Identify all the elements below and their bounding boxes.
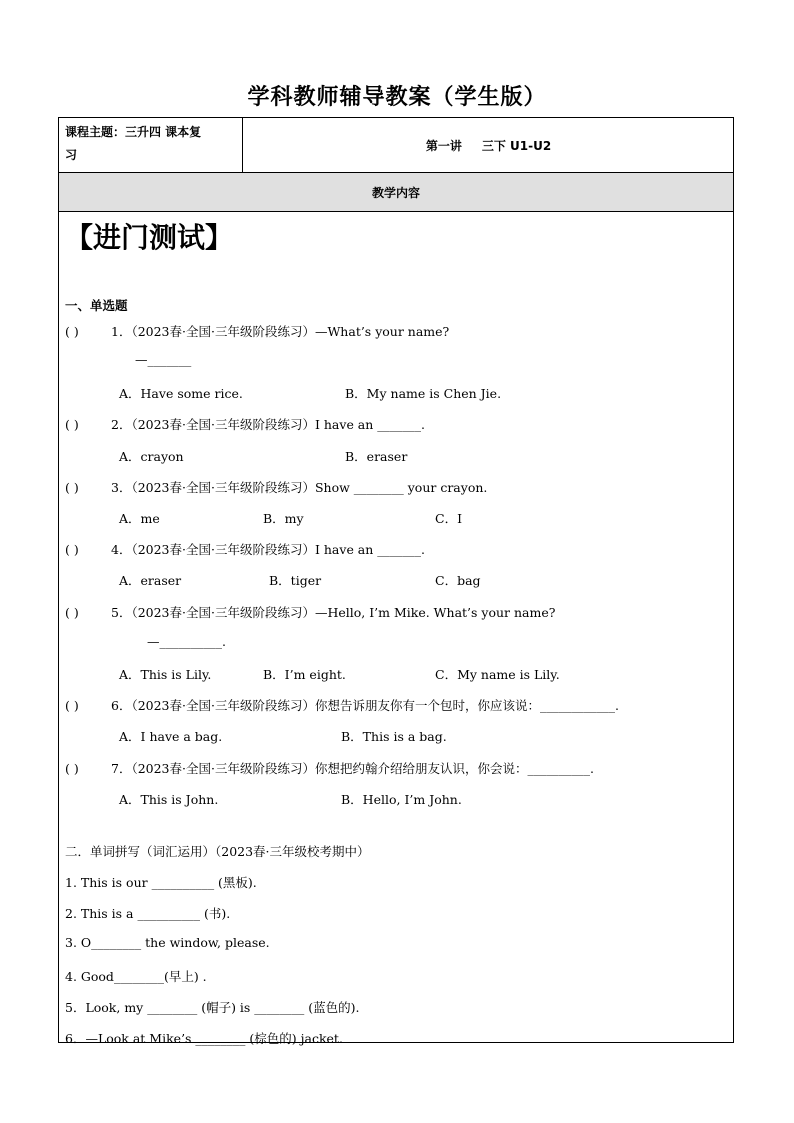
lecture-cell <box>244 118 733 172</box>
question-3 <box>65 478 487 496</box>
spelling-item: 1. This is our __________ (黑板). <box>65 875 257 890</box>
spelling-item: 2. This is a __________ (书). <box>65 906 231 921</box>
spelling-item: 4. Good________(早上) . <box>65 969 207 984</box>
option: B．eraser <box>345 449 408 464</box>
option: B．I’m eight. <box>263 667 346 682</box>
option: C．I <box>435 511 463 526</box>
answer-paren: ( ) <box>65 761 79 776</box>
spelling-item: 6．—Look at Mike’s ________ (棕色的) jacket. <box>65 1031 343 1046</box>
spelling-item: 5．Look, my ________ (帽子) is ________ (蓝色的). <box>65 1000 360 1015</box>
option: A．I have a bag. <box>119 729 223 744</box>
question-1 <box>65 322 449 340</box>
option: B．Hello, I’m John. <box>341 792 462 807</box>
content-label-row: 教学内容 <box>59 173 733 212</box>
spelling-item: 3. O________ the window, please. <box>65 935 270 950</box>
question-4 <box>65 540 425 558</box>
option: C．My name is Lily. <box>435 667 560 682</box>
question-6 <box>65 696 619 714</box>
option: B．tiger <box>269 573 322 588</box>
answer-paren: ( ) <box>65 542 79 557</box>
option: A．This is Lily. <box>119 667 212 682</box>
option: A．me <box>119 511 160 526</box>
question-stem: 3．（2023春·全国·三年级阶段练习）Show ________ your crayon. <box>111 480 488 495</box>
option: A．eraser <box>119 573 182 588</box>
section-2-heading: 二．单词拼写（词汇运用）（2023春·三年级校考期中） <box>65 844 370 859</box>
option: B．My name is Chen Jie. <box>345 386 502 401</box>
question-5 <box>65 603 555 621</box>
entry-test-heading: 【进门测试】 <box>65 221 234 254</box>
topic-line-2: 习 <box>65 148 78 162</box>
question-stem: 7．（2023春·全国·三年级阶段练习）你想把约翰介绍给朋友认识，你会说：__________. <box>111 761 594 776</box>
lecture-number: 第一讲 <box>425 138 462 153</box>
answer-paren: ( ) <box>65 480 79 495</box>
option: B．This is a bag. <box>341 729 447 744</box>
question-7 <box>65 759 594 777</box>
answer-paren: ( ) <box>65 324 79 339</box>
header-row <box>59 118 733 173</box>
option: B．my <box>263 511 304 526</box>
option: A．This is John. <box>119 792 219 807</box>
section-1-heading: 一、单选题 <box>65 298 128 313</box>
question-stem: 6．（2023春·全国·三年级阶段练习）你想告诉朋友你有一个包时，你应该说：____________. <box>111 698 619 713</box>
topic-cell <box>59 118 243 172</box>
question-stem: 2．（2023春·全国·三年级阶段练习）I have an _______. <box>111 417 426 432</box>
option: A．Have some rice. <box>119 386 243 401</box>
option: A．crayon <box>119 449 184 464</box>
answer-paren: ( ) <box>65 417 79 432</box>
lesson-plan-table <box>58 117 734 1046</box>
question-stem: 1．（2023春·全国·三年级阶段练习）—What’s your name? <box>111 324 450 339</box>
question-5-answer-line: —__________. <box>147 634 226 649</box>
topic-line-1: 课程主题：三升四 课本复 <box>65 125 202 139</box>
question-2 <box>65 415 425 433</box>
document-title: 学科教师辅导教案（学生版） <box>247 85 547 110</box>
option: C．bag <box>435 573 481 588</box>
unit-range: 三下 U1-U2 <box>481 138 552 153</box>
answer-paren: ( ) <box>65 605 79 620</box>
question-stem: 5．（2023春·全国·三年级阶段练习）—Hello, I’m Mike. What’s your name? <box>111 605 556 620</box>
question-stem: 4．（2023春·全国·三年级阶段练习）I have an _______. <box>111 542 426 557</box>
question-1-answer-line: —_______ <box>135 352 192 367</box>
answer-paren: ( ) <box>65 698 79 713</box>
